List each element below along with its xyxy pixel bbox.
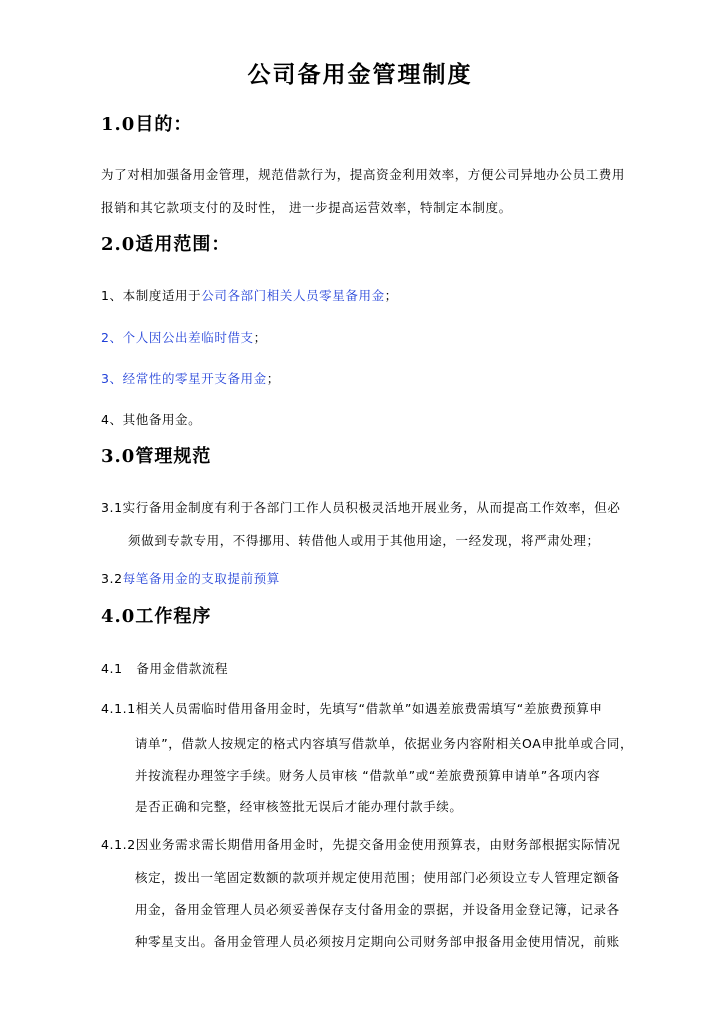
rule-3-2-number: 3.2 bbox=[101, 571, 123, 586]
rule-4-1-1-line-4: 是否正确和完整，经审核签批无误后才能办理付款手续。 bbox=[135, 799, 463, 814]
subsection-4-1-title: 4.1 备用金借款流程 bbox=[101, 661, 229, 676]
section-1-line-2: 报销和其它款项支付的及时性， 进一步提高运营效率，特制定本制度。 bbox=[101, 200, 512, 215]
scope-item-1-highlight: 公司各部门相关人员零星备用金 bbox=[201, 288, 385, 303]
scope-item-3 bbox=[101, 369, 280, 389]
scope-item-3-suffix: ； bbox=[266, 371, 280, 386]
section-3-heading: 3.0管理规范 bbox=[101, 446, 212, 467]
section-4-heading: 4.0工作程序 bbox=[101, 606, 212, 627]
rule-3-1-line-2: 须做到专款专用，不得挪用、转借他人或用于其他用途，一经发现，将严肃处理； bbox=[128, 533, 600, 548]
scope-item-1 bbox=[101, 286, 398, 306]
scope-item-2-highlight: 2、个人因公出差临时借支 bbox=[101, 330, 254, 345]
section-1-heading: 1.0目的： bbox=[101, 114, 193, 135]
scope-item-1-suffix: ； bbox=[384, 288, 398, 303]
scope-item-3-highlight: 3、经常性的零星开支备用金 bbox=[101, 371, 267, 386]
rule-4-1-1-line-2: 请单”，借款人按规定的格式内容填写借款单，依据业务内容附相关OA申批单或合同， bbox=[135, 736, 634, 751]
section-2-heading: 2.0适用范围： bbox=[101, 234, 231, 255]
scope-item-1-prefix: 1、本制度适用于 bbox=[101, 288, 202, 303]
page-title: 公司备用金管理制度 bbox=[247, 61, 473, 88]
rule-3-1-line-1: 3.1实行备用金制度有利于各部门工作人员积极灵活地开展业务，从而提高工作效率，但必 bbox=[101, 500, 621, 515]
scope-item-2-suffix: ； bbox=[253, 330, 267, 345]
rule-4-1-1-line-3: 并按流程办理签字手续。财务人员审核 “借款单”或“差旅费预算申请单”各项内容 bbox=[135, 768, 601, 783]
section-1-line-1: 为了对相加强备用金管理，规范借款行为，提高资金利用效率，方便公司异地办公员工费用 bbox=[101, 167, 626, 182]
rule-4-1-2-line-3: 用金，备用金管理人员必须妥善保存支付备用金的票据，并设备用金登记簿，记录各 bbox=[135, 902, 620, 917]
rule-4-1-2-line-2: 核定，拨出一笔固定数额的款项并规定使用范围；使用部门必须设立专人管理定额备 bbox=[135, 870, 620, 885]
rule-4-1-2-line-4: 种零星支出。备用金管理人员必须按月定期向公司财务部申报备用金使用情况，前账 bbox=[135, 934, 620, 949]
scope-item-2 bbox=[101, 328, 267, 348]
rule-3-2-text: 每笔备用金的支取提前预算 bbox=[122, 571, 280, 586]
rule-4-1-1-line-1: 4.1.1相关人员需临时借用备用金时，先填写“借款单”如遇差旅费需填写“差旅费预算申 bbox=[101, 701, 603, 716]
rule-3-2 bbox=[101, 569, 280, 589]
rule-4-1-2-line-1: 4.1.2因业务需求需长期借用备用金时，先提交备用金使用预算表，由财务部根据实际情况 bbox=[101, 837, 621, 852]
scope-item-4: 4、其他备用金。 bbox=[101, 412, 202, 427]
